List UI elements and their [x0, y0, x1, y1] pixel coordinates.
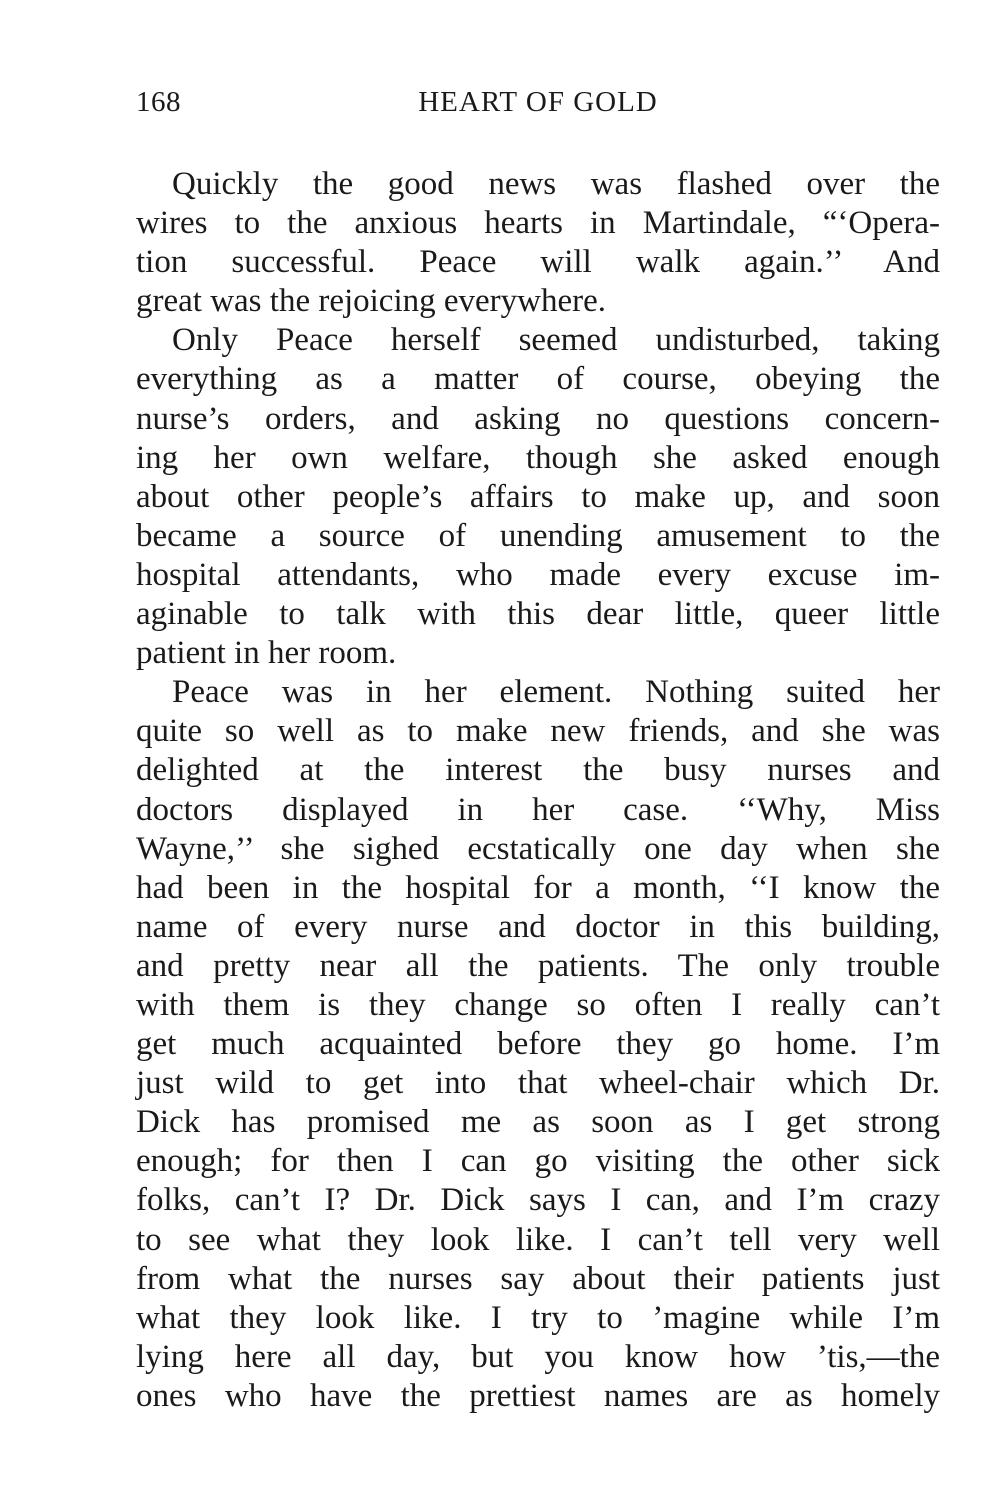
- text-line: Peace was in her element. Nothing suited her: [172, 674, 940, 711]
- running-head: HEART OF GOLD: [418, 86, 658, 118]
- text-line: and pretty near all the patients. The only trouble: [136, 947, 940, 984]
- text-line: get much acquainted before they go home. I’m: [136, 1026, 940, 1063]
- body-text: [136, 165, 940, 1416]
- text-line: from what the nurses say about their patients just: [136, 1260, 940, 1297]
- text-line: quite so well as to make new friends, and she was: [136, 713, 940, 750]
- text-line: Only Peace herself seemed undisturbed, taking: [172, 322, 940, 359]
- text-line: Quickly the good news was flashed over the: [172, 166, 940, 202]
- text-line: to see what they look like. I can’t tell very well: [136, 1221, 940, 1258]
- text-line: ones who have the prettiest names are as homely: [136, 1377, 940, 1414]
- text-line: Dick has promised me as soon as I get strong: [136, 1104, 940, 1141]
- text-line: doctors displayed in her case. ‘‘Why, Miss: [136, 791, 940, 828]
- text-line: had been in the hospital for a month, ‘‘I know the: [136, 869, 940, 906]
- text-line: enough; for then I can go visiting the other sick: [136, 1143, 940, 1180]
- text-line: lying here all day, but you know how ’tis,—the: [136, 1338, 940, 1375]
- text-line: became a source of unending amusement to the: [136, 517, 940, 554]
- paragraph: [136, 673, 940, 1416]
- text-line: with them is they change so often I really can’t: [136, 986, 940, 1023]
- text-line: folks, can’t I? Dr. Dick says I can, and I’m crazy: [136, 1182, 940, 1219]
- paragraph: [136, 165, 940, 321]
- text-line: just wild to get into that wheel-chair which Dr.: [136, 1065, 940, 1102]
- text-line: tion successful. Peace will walk again.’’ And: [136, 244, 940, 281]
- text-line: nurse’s orders, and asking no questions concern-: [136, 400, 940, 437]
- text-line: Wayne,’’ she sighed ecstatically one day when she: [136, 830, 940, 867]
- text-line: what they look like. I try to ’magine while I’m: [136, 1299, 940, 1336]
- text-line: wires to the anxious hearts in Martindale, “‘Opera-: [136, 205, 940, 242]
- text-line: great was the rejoicing everywhere.: [136, 283, 607, 320]
- text-line: delighted at the interest the busy nurses and: [136, 752, 940, 789]
- page-header: [136, 86, 940, 126]
- text-line: ing her own welfare, though she asked enough: [136, 439, 940, 476]
- text-line: everything as a matter of course, obeying the: [136, 361, 940, 398]
- text-line: patient in her room.: [136, 635, 397, 672]
- text-line: hospital attendants, who made every excuse im-: [136, 556, 940, 593]
- page-number: 168: [136, 86, 181, 118]
- paragraph: [136, 321, 940, 673]
- text-line: name of every nurse and doctor in this building,: [136, 908, 940, 945]
- text-line: about other people’s affairs to make up, and soon: [136, 478, 940, 515]
- text-line: aginable to talk with this dear little, queer little: [136, 596, 940, 633]
